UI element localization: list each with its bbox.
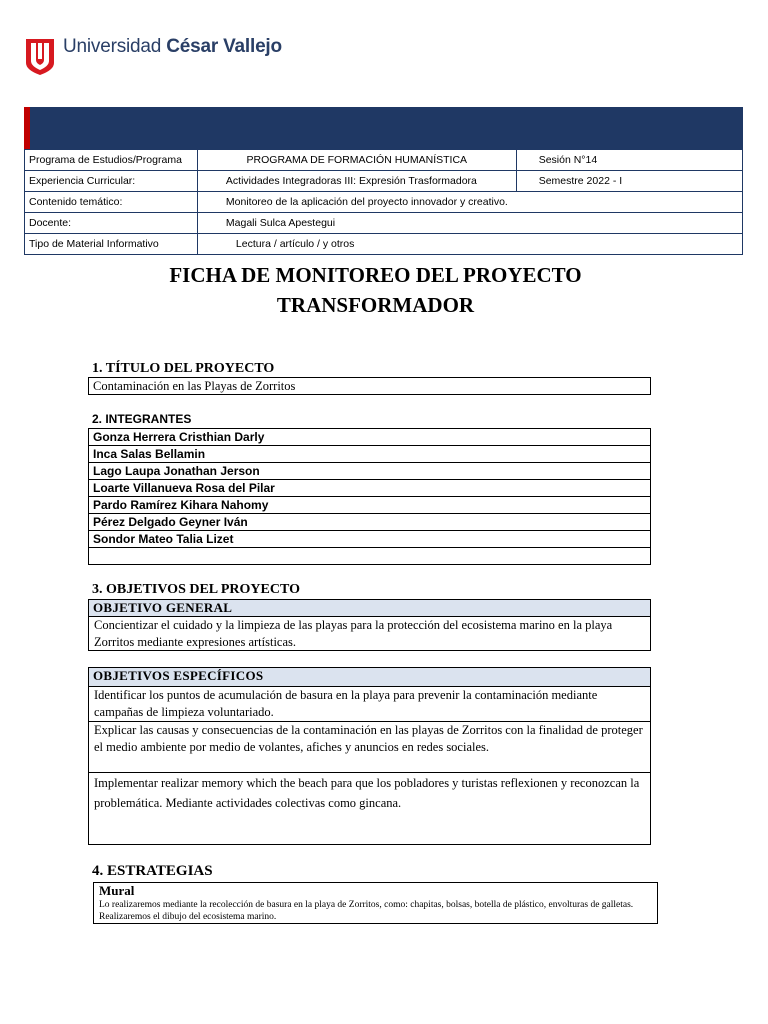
- section-title-project: 1. TÍTULO DEL PROYECTO: [92, 361, 275, 376]
- strategy-text: Lo realizaremos mediante la recolección de basura en la playa de Zorritos, como: chapitas, bolsas, botella de plástico, envolturas de galletas. Realizaremos el dibujo del ecosistema marino.: [99, 900, 634, 922]
- university-name-regular: Universidad: [63, 36, 167, 57]
- member-name: Gonza Herrera Cristhian Darly: [89, 429, 651, 446]
- specific-objective-item: Implementar realizar memory which the beach para que los pobladores y turistas reflexionen y reconozcan la problemática. Mediante actividades colectivas como gincana.: [94, 776, 640, 810]
- info-value: Monitoreo de la aplicación del proyecto innovador y creativo.: [197, 192, 742, 213]
- member-name: Loarte Villanueva Rosa del Pilar: [89, 480, 651, 497]
- header-banner-accent: [24, 107, 30, 149]
- member-row: [89, 463, 651, 480]
- university-name: [63, 36, 282, 58]
- member-name: Sondor Mateo Talia Lizet: [89, 531, 651, 548]
- specific-objective-item: Explicar las causas y consecuencias de la contaminación en las playas de Zorritos con la finalidad de proteger el medio ambiente por medio de volantes, afiches y anuncios en redes sociales.: [89, 722, 650, 773]
- strategy-box: [93, 882, 658, 924]
- section-title-members: 2. INTEGRANTES: [92, 412, 192, 426]
- member-name: Lago Laupa Jonathan Jerson: [89, 463, 651, 480]
- university-shield-icon: [26, 39, 54, 75]
- section-title-strategies: 4. ESTRATEGIAS: [92, 863, 213, 879]
- info-row-program: [25, 150, 743, 171]
- info-extra: Semestre 2022 - I: [516, 171, 742, 192]
- specific-objectives-heading: OBJETIVOS ESPECÍFICOS: [89, 668, 650, 687]
- strategy-name: Mural: [99, 883, 135, 898]
- member-name: [89, 548, 651, 565]
- member-row: [89, 480, 651, 497]
- specific-objective-item: Identificar los puntos de acumulación de basura en la playa para prevenir la contaminación mediante campañas de limpieza voluntariado.: [89, 687, 650, 722]
- specific-objectives-box: [88, 667, 651, 845]
- info-value: Lectura / artículo / y otros: [197, 234, 742, 255]
- info-row-experience: [25, 171, 743, 192]
- info-label: Docente:: [25, 213, 198, 234]
- member-row: [89, 514, 651, 531]
- general-objective-heading: OBJETIVO GENERAL: [89, 600, 650, 617]
- info-row-material: [25, 234, 743, 255]
- university-name-bold: César Vallejo: [166, 36, 282, 57]
- info-value: PROGRAMA DE FORMACIÓN HUMANÍSTICA: [197, 150, 516, 171]
- document-title-line1: FICHA DE MONITOREO DEL PROYECTO: [169, 263, 582, 287]
- info-row-content: [25, 192, 743, 213]
- member-name: Inca Salas Bellamin: [89, 446, 651, 463]
- member-row: [89, 497, 651, 514]
- member-row: [89, 531, 651, 548]
- info-label: Tipo de Material Informativo: [25, 234, 198, 255]
- general-objective-box: [88, 599, 651, 651]
- info-extra: Sesión N°14: [516, 150, 742, 171]
- info-value: Magali Sulca Apestegui: [197, 213, 742, 234]
- header-banner: [24, 107, 743, 149]
- info-row-teacher: [25, 213, 743, 234]
- member-name: Pérez Delgado Geyner Iván: [89, 514, 651, 531]
- document-title-line2: TRANSFORMADOR: [276, 293, 475, 317]
- member-name: Pardo Ramírez Kihara Nahomy: [89, 497, 651, 514]
- course-info-table: [24, 149, 743, 255]
- info-label: Programa de Estudios/Programa: [25, 150, 198, 171]
- member-row: [89, 446, 651, 463]
- document-title: [0, 260, 751, 320]
- member-row-empty: [89, 548, 651, 565]
- info-label: Experiencia Curricular:: [25, 171, 198, 192]
- members-table: [88, 428, 651, 565]
- member-row: [89, 429, 651, 446]
- project-title-field: Contaminación en las Playas de Zorritos: [88, 377, 651, 395]
- section-title-objectives: 3. OBJETIVOS DEL PROYECTO: [92, 582, 300, 597]
- general-objective-text: Concientizar el cuidado y la limpieza de las playas para la protección del ecosistema marino en la playa Zorritos mediante expresiones artísticas.: [94, 618, 613, 649]
- info-label: Contenido temático:: [25, 192, 198, 213]
- info-value: Actividades Integradoras III: Expresión Trasformadora: [197, 171, 516, 192]
